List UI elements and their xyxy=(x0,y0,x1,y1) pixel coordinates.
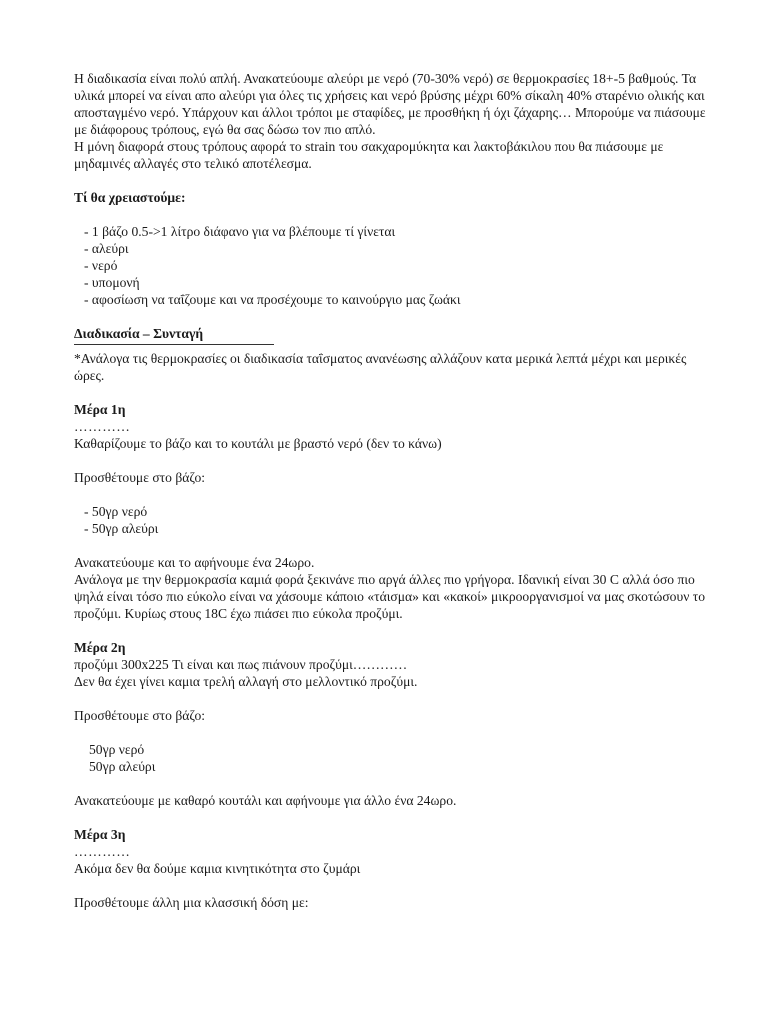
day3-line: Ακόμα δεν θα δούμε καμια κινητικότητα στο ζυμάρι xyxy=(74,861,361,876)
list-item: - νερό xyxy=(84,258,118,273)
day2-line-2: Δεν θα έχει γίνει καμια τρελή αλλαγή στο μελλοντικό προζύμι. xyxy=(74,674,418,689)
list-item: 50γρ νερό xyxy=(89,742,145,757)
day1-add: Προσθέτουμε στο βάζο: xyxy=(74,470,206,485)
day1-list xyxy=(74,503,714,537)
intro-paragraph: Η διαδικασία είναι πολύ απλή. Ανακατεύουμε αλεύρι με νερό (70-30% νερό) σε θερμοκρασίες 18+-5 βαθμούς. Τα υλικά μπορεί να είναι απο αλεύρι για όλες τις χρήσεις και νερό βρύσης μέχρι 60% σίκαλη 40% σταρένιο ολικής και αποσταγμένο νερό. Υπάρχουν και άλλοι τρόποι με σταφίδες, με προσθήκη ή όχι ζάχαρης… Μπορούμε να πιάσουμε με διάφορους τρόπους, εγώ θα σας δώσω τον πιο απλό. xyxy=(74,71,706,137)
procedure-heading: Διαδικασία – Συνταγή xyxy=(74,326,204,341)
list-item: - 50γρ νερό xyxy=(84,504,148,519)
intro-paragraph-2: Η μόνη διαφορά στους τρόπους αφορά το strain του σακχαρομύκητα και λακτοβάκιλου που θα πιάσουμε με μηδαμινές αλλαγές στο τελικό αποτέλεσμα. xyxy=(74,139,664,171)
list-item: - 1 βάζο 0.5->1 λίτρο διάφανο για να βλέπουμε τί γίνεται xyxy=(84,224,396,239)
day1-heading: Μέρα 1η xyxy=(74,402,126,417)
day2-line: προζύμι 300x225 Τι είναι και πως πιάνουν προζύμι………… xyxy=(74,657,408,672)
day1-after-2: Ανάλογα με την θερμοκρασία καμιά φορά ξεκινάνε πιο αργά άλλες πιο γρήγορα. Ιδανική είναι 30 C αλλά όσο πιο ψηλά είναι τόσο πιο εύκολο είναι να χάσουμε κάποιο «τάισμα» και «κακοί» μικροοργανισμοί να μας σκοτώσουν το προζύμι. Κυρίως στους 18C έχω πιάσει πιο εύκολα προζύμι. xyxy=(74,572,706,621)
list-item: - αλεύρι xyxy=(84,241,129,256)
day3-heading: Μέρα 3η xyxy=(74,827,126,842)
day1-line: Καθαρίζουμε το βάζο και το κουτάλι με βραστό νερό (δεν το κάνω) xyxy=(74,436,442,451)
procedure-note: *Ανάλογα τις θερμοκρασίες οι διαδικασία ταΐσματος ανανέωσης αλλάζουν κατα μερικά λεπτά μέχρι και μερικές ώρες. xyxy=(74,351,687,383)
list-item: 50γρ αλεύρι xyxy=(89,759,156,774)
day2-list xyxy=(74,741,714,775)
list-item: - αφοσίωση να ταΐζουμε και να προσέχουμε το καινούργιο μας ζωάκι xyxy=(84,292,461,307)
needs-list xyxy=(74,223,714,308)
day2-add: Προσθέτουμε στο βάζο: xyxy=(74,708,206,723)
needs-heading: Τί θα χρειαστούμε: xyxy=(74,190,186,205)
day2-heading: Μέρα 2η xyxy=(74,640,126,655)
list-item: - 50γρ αλεύρι xyxy=(84,521,159,536)
day3-dots: ………… xyxy=(74,844,131,859)
document-page xyxy=(74,70,714,911)
list-item: - υπομονή xyxy=(84,275,140,290)
heading-underline xyxy=(74,344,274,345)
day3-add: Προσθέτουμε άλλη μια κλασσική δόση με: xyxy=(74,895,309,910)
day2-after: Ανακατεύουμε με καθαρό κουτάλι και αφήνουμε για άλλο ένα 24ωρο. xyxy=(74,793,457,808)
day1-after: Ανακατεύουμε και το αφήνουμε ένα 24ωρο. xyxy=(74,555,315,570)
day1-dots: ………… xyxy=(74,419,131,434)
